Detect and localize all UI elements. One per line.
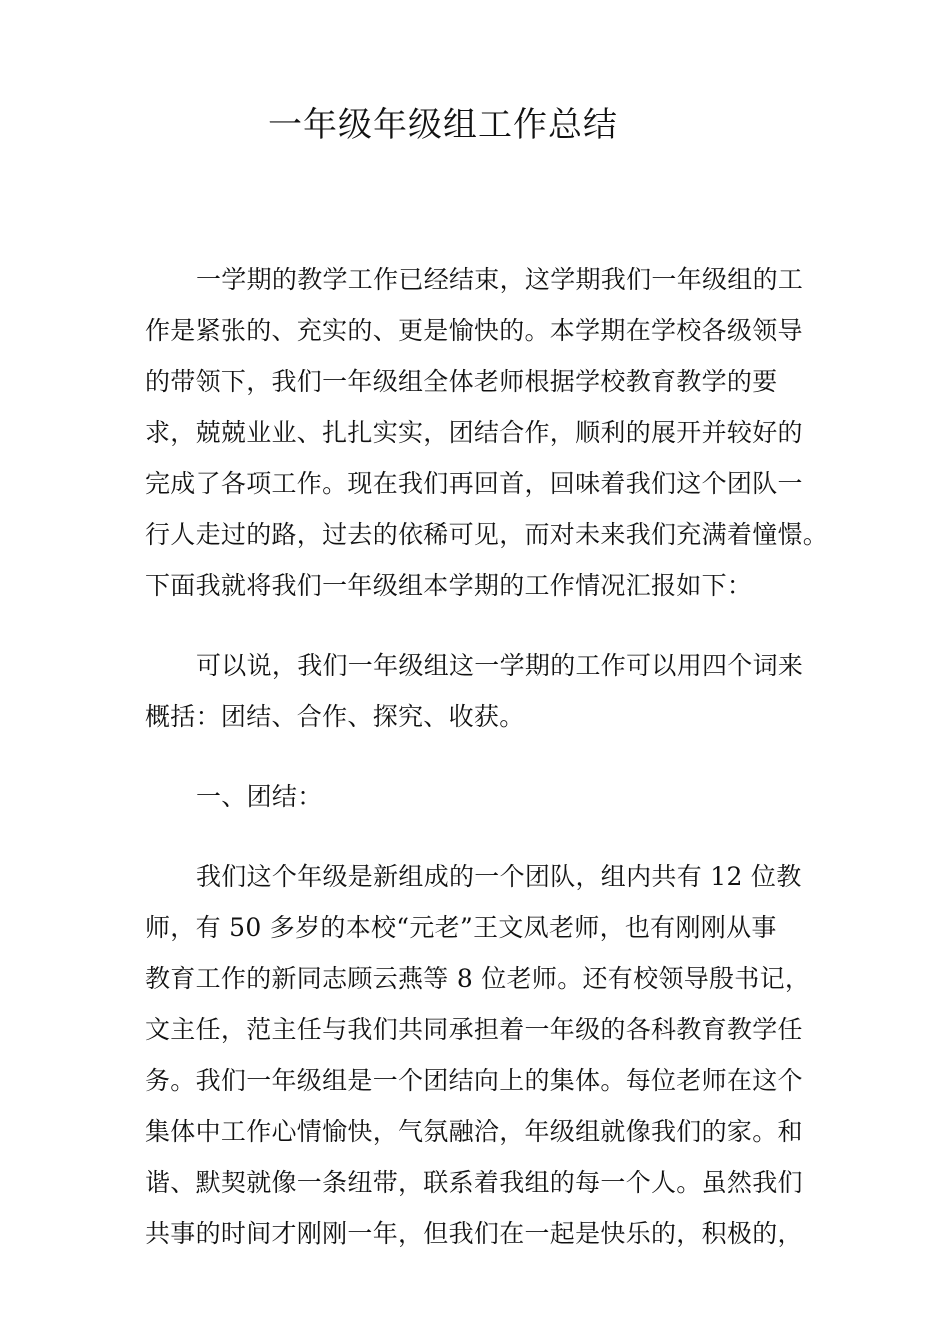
paragraph-line: 行人走过的路，过去的依稀可见，而对未来我们充满着憧憬。	[145, 520, 829, 549]
paragraph-line: 的带领下，我们一年级组全体老师根据学校教育教学的要	[145, 367, 778, 396]
paragraph-line: 一学期的教学工作已经结束，这学期我们一年级组的工	[196, 265, 804, 294]
paragraph-gap	[145, 611, 817, 640]
paragraph-line: 概括：团结、合作、探究、收获。	[145, 702, 525, 731]
paragraph-line: 谐、默契就像一条纽带，联系着我组的每一个人。虽然我们	[145, 1168, 803, 1197]
paragraph-line: 师，有 50 多岁的本校“元老”王文凤老师，也有刚刚从事	[145, 913, 777, 942]
paragraph-line: 求，兢兢业业、扎扎实实，团结合作，顺利的展开并较好的	[145, 418, 803, 447]
paragraph-summary	[145, 640, 817, 742]
section-heading: 一、团结：	[196, 782, 323, 811]
section-heading-unity	[145, 771, 817, 822]
paragraph-line: 下面我就将我们一年级组本学期的工作情况汇报如下：	[145, 571, 753, 600]
paragraph-team	[145, 851, 817, 1259]
paragraph-line: 完成了各项工作。现在我们再回首，回味着我们这个团队一	[145, 469, 803, 498]
paragraph-line: 我们这个年级是新组成的一个团队，组内共有 12 位教	[196, 862, 802, 891]
paragraph-intro	[145, 254, 829, 611]
paragraph-line: 务。我们一年级组是一个团结向上的集体。每位老师在这个	[145, 1066, 803, 1095]
paragraph-gap	[145, 822, 817, 851]
paragraph-line: 共事的时间才刚刚一年，但我们在一起是快乐的，积极的，	[145, 1219, 803, 1248]
paragraph-line: 文主任，范主任与我们共同承担着一年级的各科教育教学任	[145, 1015, 803, 1044]
paragraph-line: 可以说，我们一年级组这一学期的工作可以用四个词来	[196, 651, 804, 680]
paragraph-gap	[145, 742, 817, 771]
paragraph-line: 教育工作的新同志顾云燕等 8 位老师。还有校领导殷书记，	[145, 964, 811, 993]
document-title: 一年级年级组工作总结	[268, 105, 618, 145]
paragraph-line: 作是紧张的、充实的、更是愉快的。本学期在学校各级领导	[145, 316, 803, 345]
document-body	[145, 254, 829, 1259]
paragraph-line: 集体中工作心情愉快，气氛融洽，年级组就像我们的家。和	[145, 1117, 803, 1146]
